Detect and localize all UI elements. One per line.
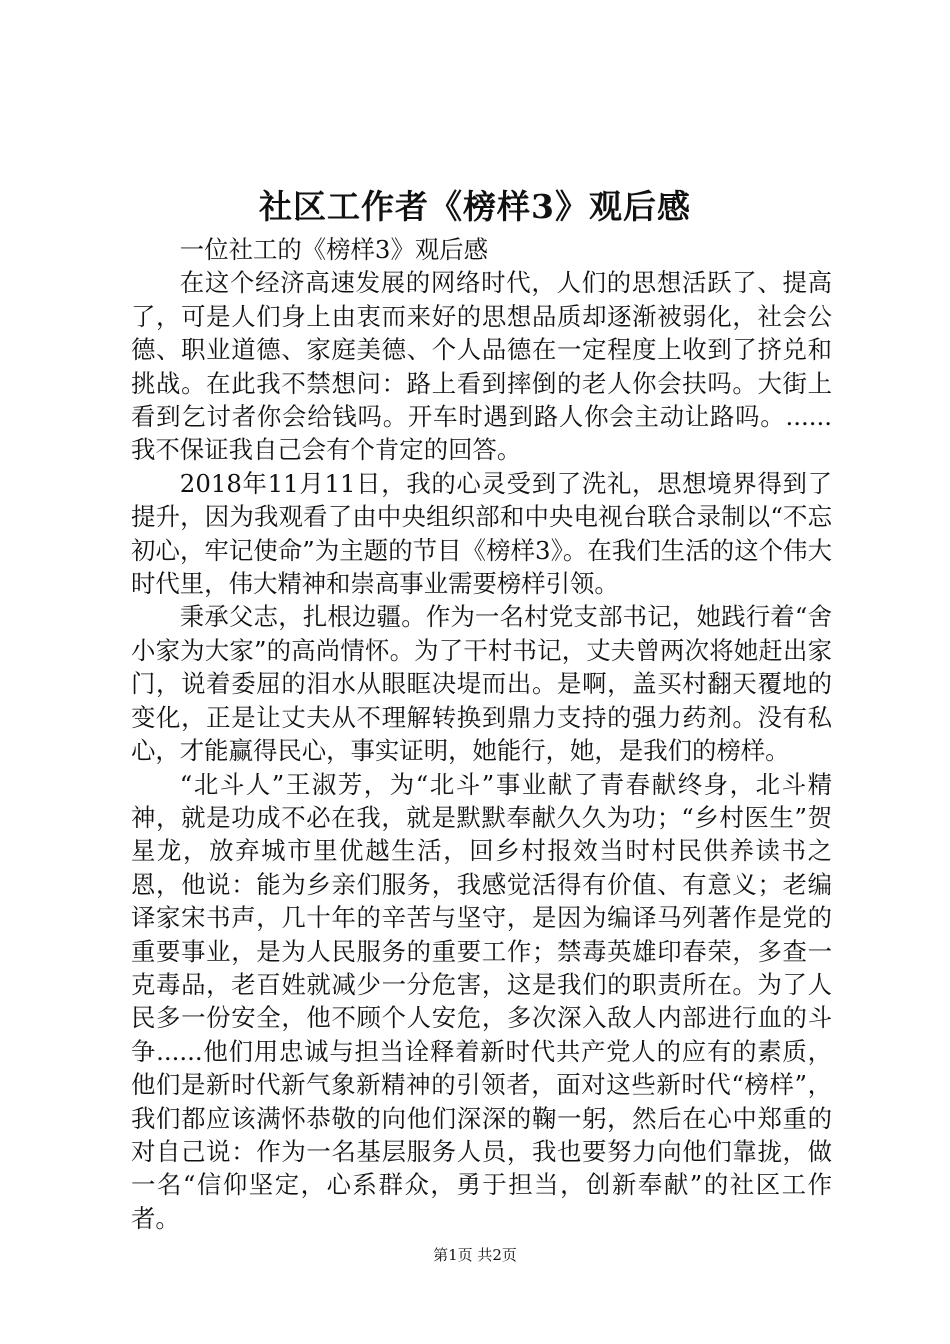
paragraph: 秉承父志，扎根边疆。作为一名村党支部书记，她践行着“舍小家为大家”的高尚情怀。为了干村书记，丈夫曾两次将她赶出家门，说着委屈的泪水从眼眶决堤而出。是啊，盖买村翻天覆地的变化，正是让丈夫从不理解转换到鼎力支持的强力药剂。没有私心，才能赢得民心，事实证明，她能行，她，是我们的榜样。: [131, 602, 832, 766]
paragraph: 在这个经济高速发展的网络时代，人们的思想活跃了、提高了，可是人们身上由衷而来好的思想品质却逐渐被弱化，社会公德、职业道德、家庭美德、个人品德在一定程度上收到了挤兑和挑战。在此我不禁想问：路上看到摔倒的老人你会扶吗。大街上看到乞讨者你会给钱吗。开车时遇到路人你会主动让路吗。......我不保证我自己会有个肯定的回答。: [131, 268, 832, 465]
document-title: 社区工作者《榜样3》观后感: [259, 187, 691, 226]
paragraph: 2018年11月11日，我的心灵受到了洗礼，思想境界得到了提升，因为我观看了由中央组织部和中央电视台联合录制以“不忘初心，牢记使命”为主题的节目《榜样3》。在我们生活的这个伟大时代里，伟大精神和崇高事业需要榜样引领。: [131, 468, 832, 599]
document-body: [131, 233, 832, 1235]
paragraph-subtitle: 一位社工的《榜样3》观后感: [179, 235, 489, 264]
page-number-footer: 第1页 共2页: [433, 1246, 517, 1264]
paragraph: “北斗人”王淑芳，为“北斗”事业献了青春献终身，北斗精神，就是功成不必在我，就是默默奉献久久为功；“乡村医生”贺星龙，放弃城市里优越生活，回乡村报效当时村民供养读书之恩，他说：能为乡亲们服务，我感觉活得有价值、有意义；老编译家宋书声，几十年的辛苦与坚守，是因为编译马列著作是党的重要事业，是为人民服务的重要工作；禁毒英雄印春荣，多查一克毒品，老百姓就减少一分危害，这是我们的职责所在。为了人民多一份安全，他不顾个人安危，多次深入敌人内部进行血的斗争......他们用忠诚与担当诠释着新时代共产党人的应有的素质，他们是新时代新气象新精神的引领者，面对这些新时代“榜样”，我们都应该满怀恭敬的向他们深深的鞠一躬，然后在心中郑重的对自己说：作为一名基层服务人员，我也要努力向他们靠拢，做一名“信仰坚定，心系群众，勇于担当，创新奉献”的社区工作者。: [131, 769, 832, 1233]
